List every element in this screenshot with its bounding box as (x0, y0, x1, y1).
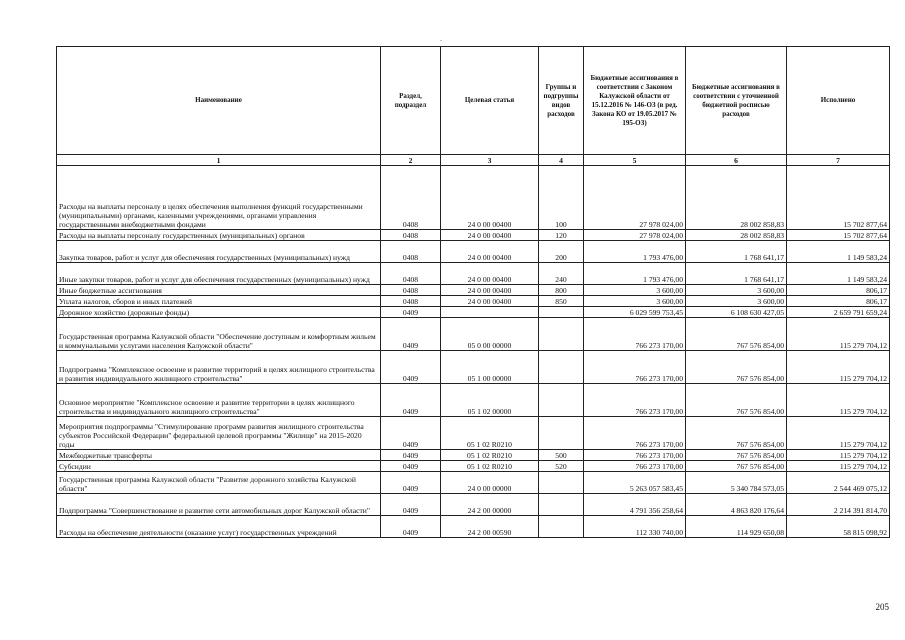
cell-refined: 767 576 854,00 (686, 318, 787, 351)
table-row (57, 307, 890, 318)
cell-section: 0409 (381, 472, 441, 494)
table-row (57, 263, 890, 285)
cell-refined: 767 576 854,00 (686, 450, 787, 461)
cell-name: Государственная программа Калужской области "Обеспечение доступным и комфортным жильем и коммунальными услугами населения Калужской области" (57, 318, 381, 351)
column-number: 3 (441, 155, 539, 166)
cell-group (539, 318, 584, 351)
cell-group: 800 (539, 285, 584, 296)
cell-refined: 1 768 641,17 (686, 263, 787, 285)
cell-approved: 4 791 356 258,64 (584, 494, 686, 516)
cell-refined: 767 576 854,00 (686, 384, 787, 417)
cell-executed: 806,17 (787, 296, 890, 307)
cell-group: 200 (539, 241, 584, 263)
cell-group: 120 (539, 230, 584, 241)
cell-name: Основное мероприятие "Комплексное освоение и развитие территории в целях жилищного строительства и индивидуального жилищного строительства" (57, 384, 381, 417)
cell-name: Иные закупки товаров, работ и услуг для обеспечения государственных (муниципальных) нужд (57, 263, 381, 285)
column-number: 2 (381, 155, 441, 166)
cell-executed: 1 149 583,24 (787, 263, 890, 285)
cell-target: 05 1 02 R0210 (441, 417, 539, 450)
cell-section: 0409 (381, 461, 441, 472)
table-row (57, 461, 890, 472)
cell-name: Уплата налогов, сборов и иных платежей (57, 296, 381, 307)
column-number: 1 (57, 155, 381, 166)
cell-executed: 115 279 704,12 (787, 461, 890, 472)
cell-target: 05 1 02 00000 (441, 384, 539, 417)
cell-executed: 15 702 877,64 (787, 230, 890, 241)
cell-approved: 5 263 057 583,45 (584, 472, 686, 494)
cell-refined: 3 600,00 (686, 285, 787, 296)
table-row (57, 285, 890, 296)
cell-section: 0408 (381, 285, 441, 296)
cell-section: 0409 (381, 516, 441, 538)
cell-section: 0409 (381, 417, 441, 450)
cell-refined: 6 108 630 427,05 (686, 307, 787, 318)
cell-target: 05 1 00 00000 (441, 351, 539, 384)
header-refined: Бюджетные ассигнования в соответствии с уточненной бюджетной росписью расходов (686, 47, 787, 155)
cell-executed: 115 279 704,12 (787, 450, 890, 461)
cell-executed: 115 279 704,12 (787, 351, 890, 384)
cell-group (539, 494, 584, 516)
cell-refined: 4 863 820 176,64 (686, 494, 787, 516)
cell-executed: 115 279 704,12 (787, 384, 890, 417)
header-target: Целевая статья (441, 47, 539, 155)
table-row (57, 384, 890, 417)
cell-approved: 766 273 170,00 (584, 450, 686, 461)
table-row (57, 230, 890, 241)
cell-refined: 3 600,00 (686, 296, 787, 307)
cell-refined: 28 002 858,83 (686, 230, 787, 241)
cell-executed: 2 544 469 075,12 (787, 472, 890, 494)
cell-group: 850 (539, 296, 584, 307)
cell-refined: 767 576 854,00 (686, 417, 787, 450)
table-body (57, 166, 890, 538)
cell-approved: 1 793 476,00 (584, 241, 686, 263)
cell-target: 05 0 00 00000 (441, 318, 539, 351)
cell-section: 0409 (381, 307, 441, 318)
cell-approved: 3 600,00 (584, 285, 686, 296)
cell-approved: 27 978 024,00 (584, 166, 686, 230)
cell-approved: 766 273 170,00 (584, 318, 686, 351)
header-name: Наименование (57, 47, 381, 155)
cell-refined: 767 576 854,00 (686, 351, 787, 384)
table-row (57, 494, 890, 516)
cell-group (539, 516, 584, 538)
header-approved: Бюджетные ассигнования в соответствии с Законом Калужской области от 15.12.2016 № 146-ОЗ (в ред. Закона КО от 19.05.2017 № 195-ОЗ) (584, 47, 686, 155)
header-section: Раздел, подраздел (381, 47, 441, 155)
cell-name: Подпрограмма "Комплексное освоение и развитие территорий в целях жилищного строительства и развития индивидуального жилищного строительства" (57, 351, 381, 384)
cell-executed: 1 149 583,24 (787, 241, 890, 263)
cell-group (539, 307, 584, 318)
table-row (57, 450, 890, 461)
cell-section: 0408 (381, 166, 441, 230)
cell-name: Расходы на обеспечение деятельности (оказание услуг) государственных учреждений (57, 516, 381, 538)
cell-section: 0408 (381, 263, 441, 285)
table-row (57, 166, 890, 230)
header-executed: Исполнено (787, 47, 890, 155)
cell-target: 24 0 00 00400 (441, 241, 539, 263)
column-number: 5 (584, 155, 686, 166)
cell-target: 24 0 00 00400 (441, 230, 539, 241)
cell-name: Подпрограмма "Совершенствование и развитие сети автомобильных дорог Калужской области" (57, 494, 381, 516)
table-row (57, 417, 890, 450)
cell-approved: 6 029 599 753,45 (584, 307, 686, 318)
cell-target: 24 0 00 00400 (441, 263, 539, 285)
cell-name: Дорожное хозяйство (дорожные фонды) (57, 307, 381, 318)
cell-executed: 2 659 791 659,24 (787, 307, 890, 318)
cell-executed: 806,17 (787, 285, 890, 296)
header-group: Группы и подгруппы видов расходов (539, 47, 584, 155)
cell-executed: 15 702 877,64 (787, 166, 890, 230)
cell-executed: 115 279 704,12 (787, 318, 890, 351)
table-row (57, 351, 890, 384)
cell-approved: 1 793 476,00 (584, 263, 686, 285)
cell-refined: 5 340 784 573,05 (686, 472, 787, 494)
cell-group: 520 (539, 461, 584, 472)
cell-name: Закупка товаров, работ и услуг для обеспечения государственных (муниципальных) нужд (57, 241, 381, 263)
table-row (57, 318, 890, 351)
page-number: 205 (875, 602, 889, 612)
cell-target: 24 0 00 00400 (441, 166, 539, 230)
cell-executed: 115 279 704,12 (787, 417, 890, 450)
cell-target: 24 0 00 00000 (441, 472, 539, 494)
cell-group: 240 (539, 263, 584, 285)
cell-target: 24 2 00 00000 (441, 494, 539, 516)
cell-group: 100 (539, 166, 584, 230)
cell-section: 0409 (381, 384, 441, 417)
column-number: 4 (539, 155, 584, 166)
cell-approved: 112 330 740,00 (584, 516, 686, 538)
cell-section: 0408 (381, 241, 441, 263)
cell-refined: 1 768 641,17 (686, 241, 787, 263)
column-number: 7 (787, 155, 890, 166)
cell-target: 24 0 00 00400 (441, 296, 539, 307)
cell-target (441, 307, 539, 318)
cell-name: Расходы на выплаты персоналу государственных (муниципальных) органов (57, 230, 381, 241)
cell-approved: 766 273 170,00 (584, 461, 686, 472)
cell-executed: 2 214 391 814,70 (787, 494, 890, 516)
cell-section: 0408 (381, 296, 441, 307)
cell-name: Межбюджетные трансферты (57, 450, 381, 461)
cell-name: Мероприятия подпрограммы "Стимулирование программ развития жилищного строительства субъектов Российской Федерации" федеральной целевой программы "Жилище" на 2015-2020 годы (57, 417, 381, 450)
column-number: 6 (686, 155, 787, 166)
cell-name: Расходы на выплаты персоналу в целях обеспечения выполнения функций государственными (муниципальными) органами, казенными учреждениями, органами управления государственными внебюджетными фондами (57, 166, 381, 230)
budget-table (56, 46, 890, 538)
cell-target: 24 2 00 00590 (441, 516, 539, 538)
cell-refined: 114 929 650,08 (686, 516, 787, 538)
cell-approved: 27 978 024,00 (584, 230, 686, 241)
cell-group (539, 384, 584, 417)
cell-executed: 58 815 098,92 (787, 516, 890, 538)
cell-target: 05 1 02 R0210 (441, 450, 539, 461)
cell-approved: 766 273 170,00 (584, 417, 686, 450)
cell-section: 0409 (381, 450, 441, 461)
table-row (57, 516, 890, 538)
cell-target: 05 1 02 R0210 (441, 461, 539, 472)
cell-group (539, 417, 584, 450)
cell-section: 0409 (381, 351, 441, 384)
cell-refined: 28 002 858,83 (686, 166, 787, 230)
scan-mark: . (440, 34, 442, 43)
table-row (57, 296, 890, 307)
table-row (57, 472, 890, 494)
cell-section: 0409 (381, 494, 441, 516)
cell-name: Иные бюджетные ассигнования (57, 285, 381, 296)
table-header (57, 47, 890, 166)
table-row (57, 241, 890, 263)
cell-approved: 766 273 170,00 (584, 384, 686, 417)
cell-section: 0409 (381, 318, 441, 351)
cell-group: 500 (539, 450, 584, 461)
cell-group (539, 351, 584, 384)
cell-approved: 3 600,00 (584, 296, 686, 307)
cell-name: Государственная программа Калужской области "Развитие дорожного хозяйства Калужской области" (57, 472, 381, 494)
cell-section: 0408 (381, 230, 441, 241)
cell-target: 24 0 00 00400 (441, 285, 539, 296)
cell-group (539, 472, 584, 494)
cell-refined: 767 576 854,00 (686, 461, 787, 472)
cell-approved: 766 273 170,00 (584, 351, 686, 384)
cell-name: Субсидии (57, 461, 381, 472)
